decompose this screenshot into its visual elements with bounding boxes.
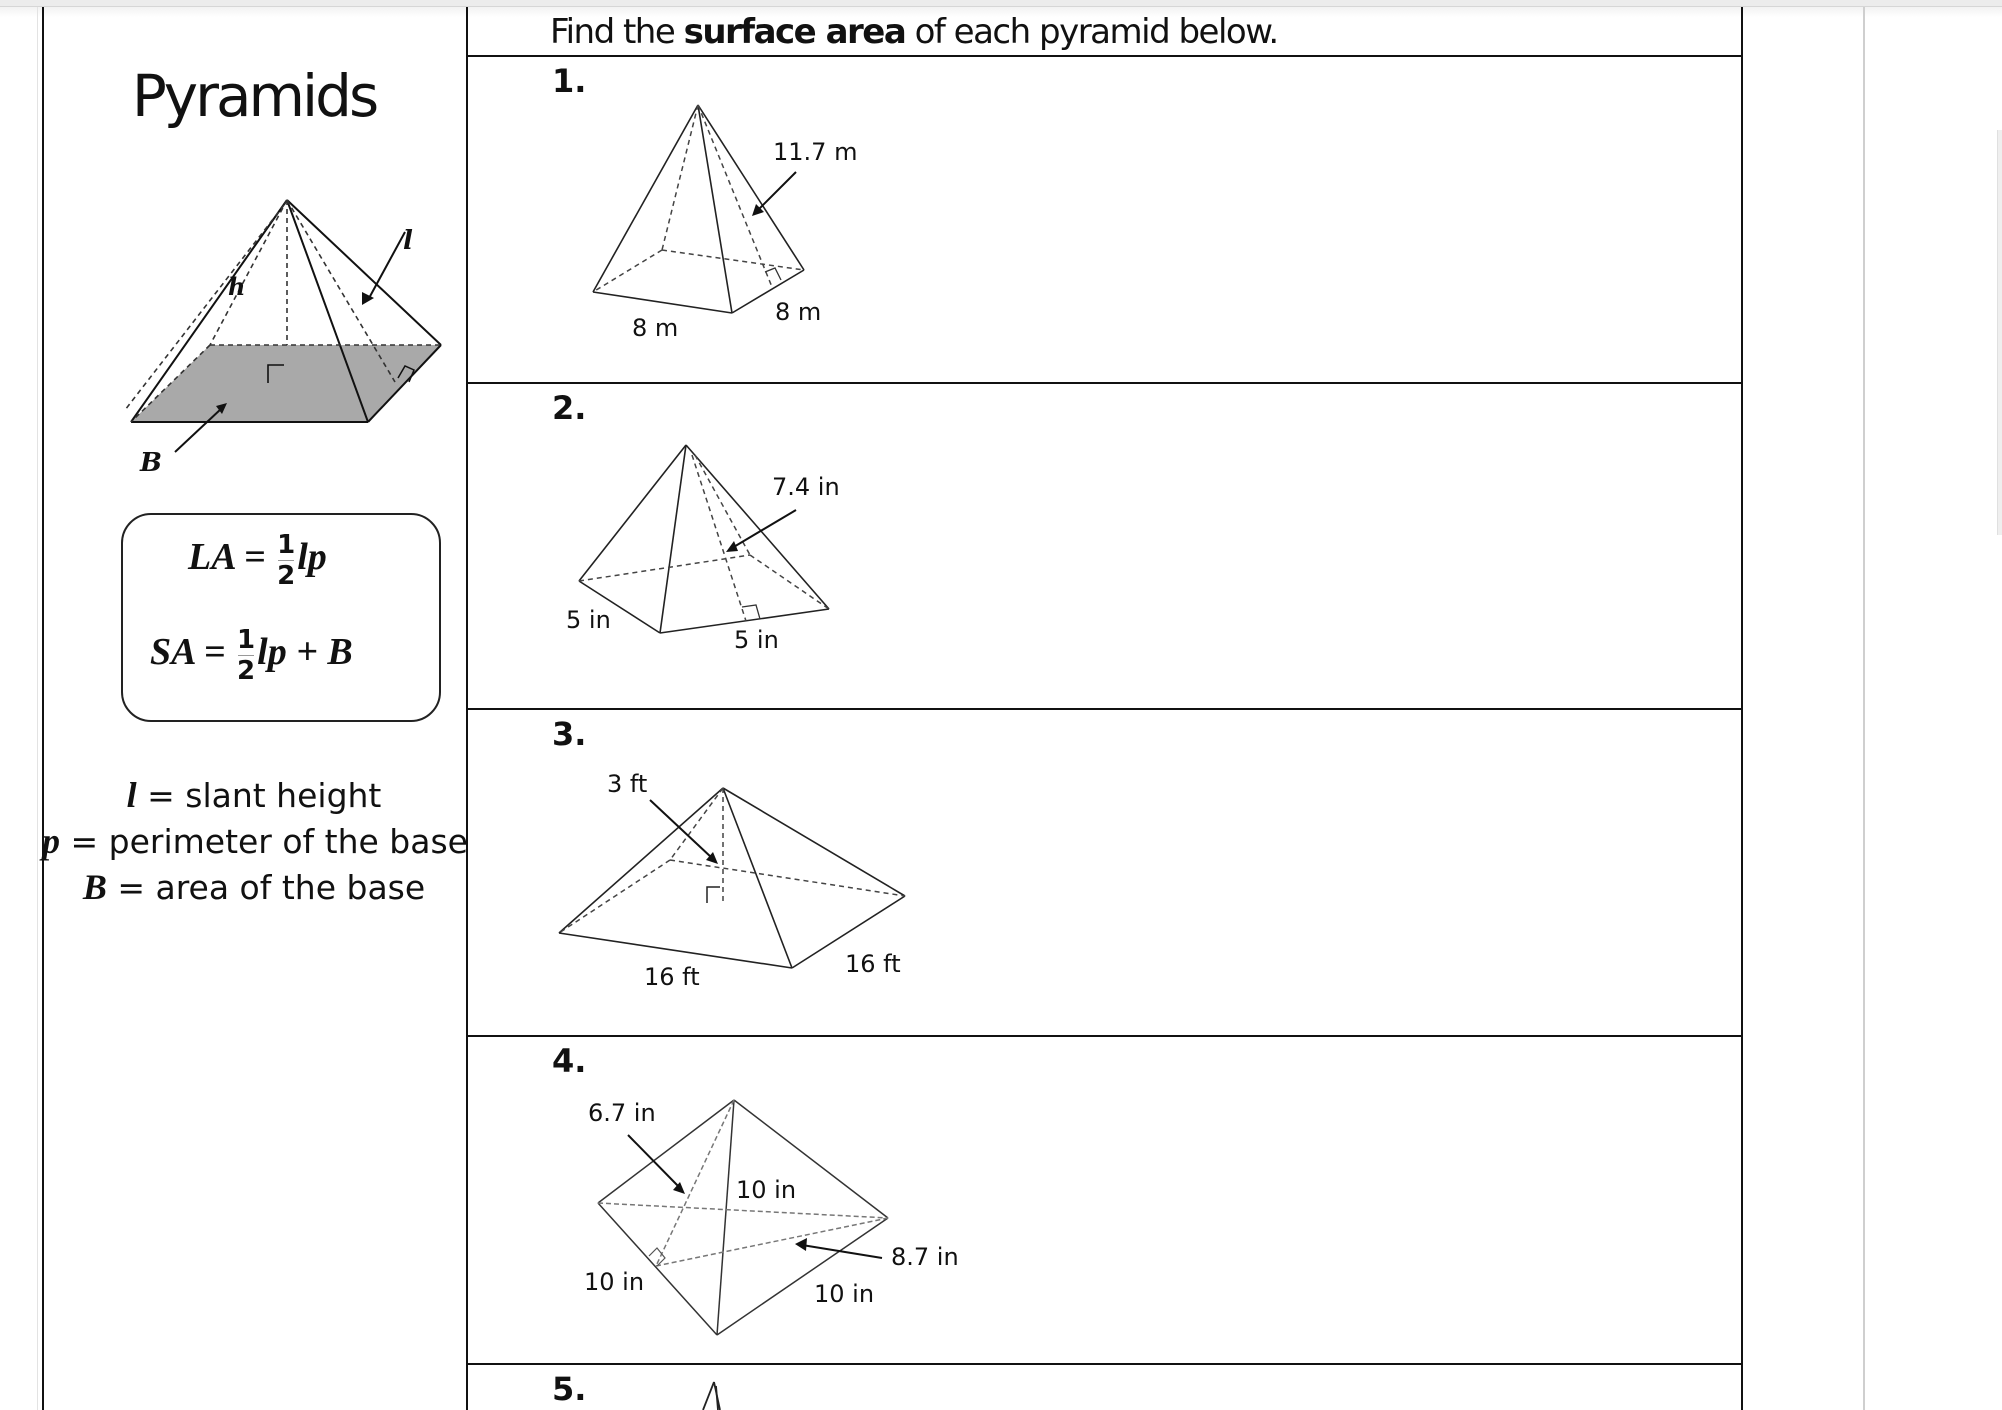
lateral-area-formula: LA = $\frac{1}{2}$ lp bbox=[188, 530, 327, 591]
p4-diagonal-label: 8.7 in bbox=[891, 1243, 959, 1271]
height-label: h bbox=[228, 272, 246, 301]
problem-number-5: 5. bbox=[552, 1370, 587, 1408]
legend-slant-height: l = slant height bbox=[126, 775, 382, 815]
p4-slant-label: 6.7 in bbox=[588, 1099, 656, 1127]
pyramid-5 bbox=[703, 1382, 720, 1410]
base-label: B bbox=[140, 448, 162, 478]
p3-base-side-label: 16 ft bbox=[845, 950, 901, 978]
page-title: Pyramids bbox=[131, 62, 377, 130]
p3-base-front-label: 16 ft bbox=[644, 963, 700, 991]
p3-height-label: 3 ft bbox=[607, 770, 648, 798]
p2-base-front-label: 5 in bbox=[734, 626, 779, 654]
p1-base-front-label: 8 m bbox=[632, 314, 679, 342]
surface-area-formula: SA = $\frac{1}{2}$ lp + B bbox=[150, 625, 353, 686]
problem-number-3: 3. bbox=[552, 715, 587, 753]
pyramid-1 bbox=[593, 105, 804, 313]
legend-base-area: B = area of the base bbox=[82, 867, 426, 907]
problem-number-4: 4. bbox=[552, 1042, 587, 1080]
legend-perimeter: p = perimeter of the base bbox=[42, 821, 468, 861]
pyramid-3 bbox=[559, 788, 905, 968]
slant-label: l bbox=[403, 226, 413, 256]
p2-slant-label: 7.4 in bbox=[772, 473, 840, 501]
problem-number-1: 1. bbox=[552, 62, 587, 100]
problem-number-2: 2. bbox=[552, 389, 587, 427]
p4-base-left-label: 10 in bbox=[584, 1268, 645, 1296]
p4-edge-label: 10 in bbox=[736, 1176, 797, 1204]
p4-base-right-label: 10 in bbox=[814, 1280, 875, 1308]
p1-slant-label: 11.7 m bbox=[773, 138, 858, 166]
instruction-text: Find the surface area of each pyramid below. bbox=[550, 12, 1278, 52]
instruction-bold: surface area bbox=[683, 12, 906, 52]
p2-base-left-label: 5 in bbox=[566, 606, 611, 634]
p1-base-side-label: 8 m bbox=[775, 298, 822, 326]
